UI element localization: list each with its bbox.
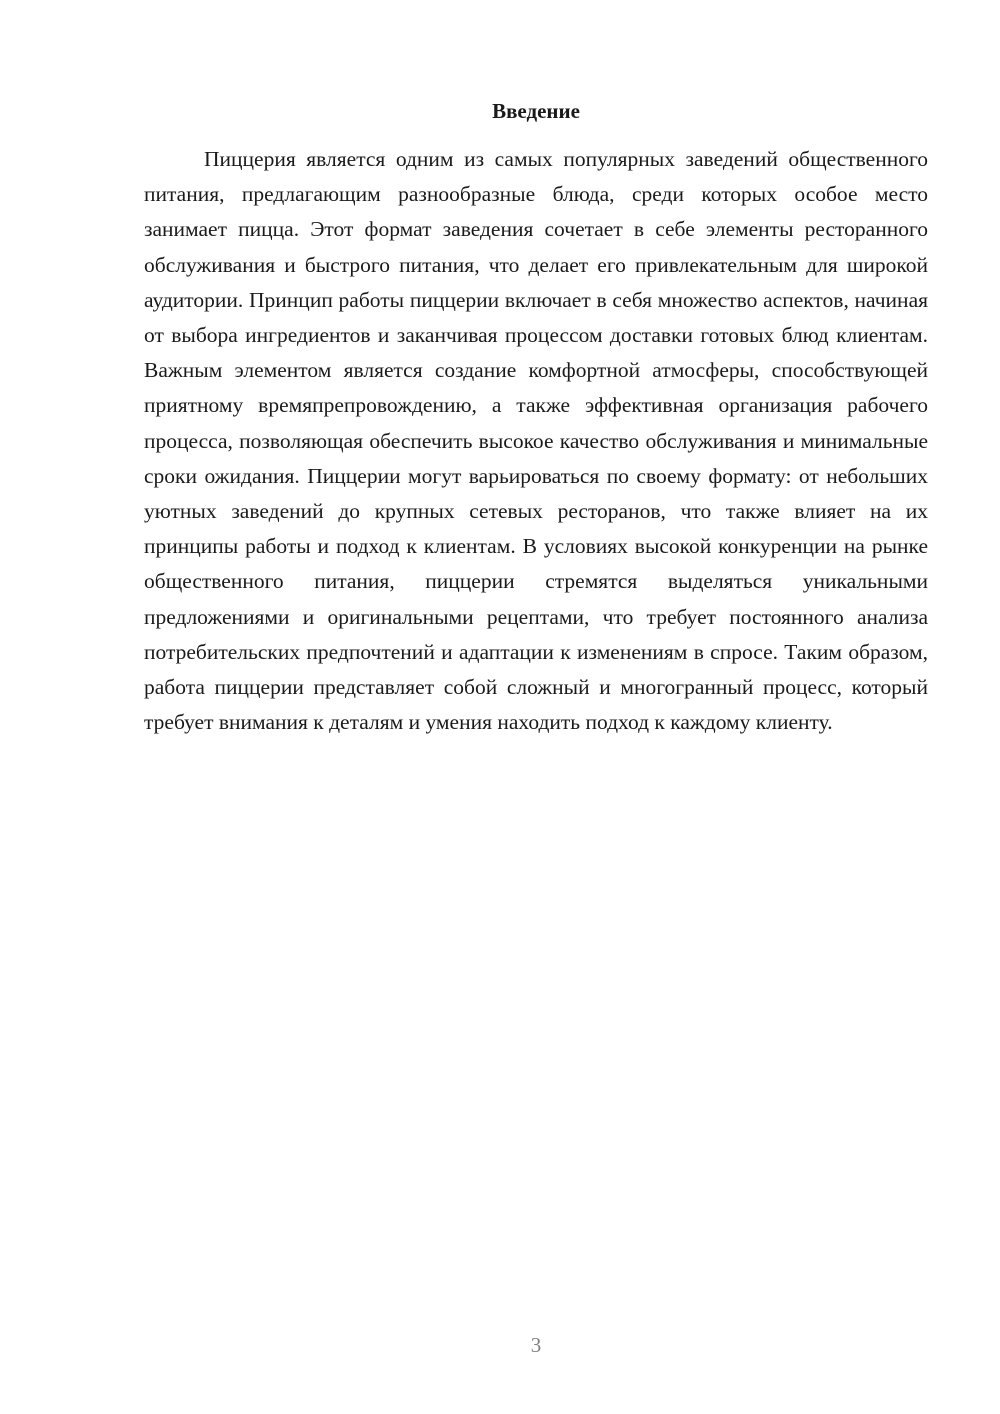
section-heading: Введение xyxy=(492,99,580,123)
page-number: 3 xyxy=(530,1333,542,1357)
body-paragraph: Пиццерия является одним из самых популярных заведений общественного питания, предлагающим разнообразные блюда, среди которых особое место занимает пицца. Этот формат заведения сочетает в себе элементы ресторанного обслуживания и быстрого питания, что делает его привлекательным для широкой аудитории. Принцип работы пиццерии включает в себя множество аспектов, начиная от выбора ингредиентов и заканчивая процессом доставки готовых блюд клиентам. Важным элементом является создание комфортной атмосферы, способствующей приятному времяпрепровождению, а также эффективная организация рабочего процесса, позволяющая обеспечить высокое качество обслуживания и минимальные сроки ожидания. Пиццерии могут варьироваться по своему формату: от небольших уютных заведений до крупных сетевых ресторанов, что также влияет на их принципы работы и подход к клиентам. В условиях высокой конкуренции на рынке общественного питания, пиццерии стремятся выделяться уникальными предложениями и оригинальными рецептами, что требует постоянного анализа потребительских предпочтений и адаптации к изменениям в спросе. Таким образом, работа пиццерии представляет собой сложный и многогранный процесс, который требует внимания к деталям и умения находить подход к каждому клиенту. xyxy=(144,147,928,735)
